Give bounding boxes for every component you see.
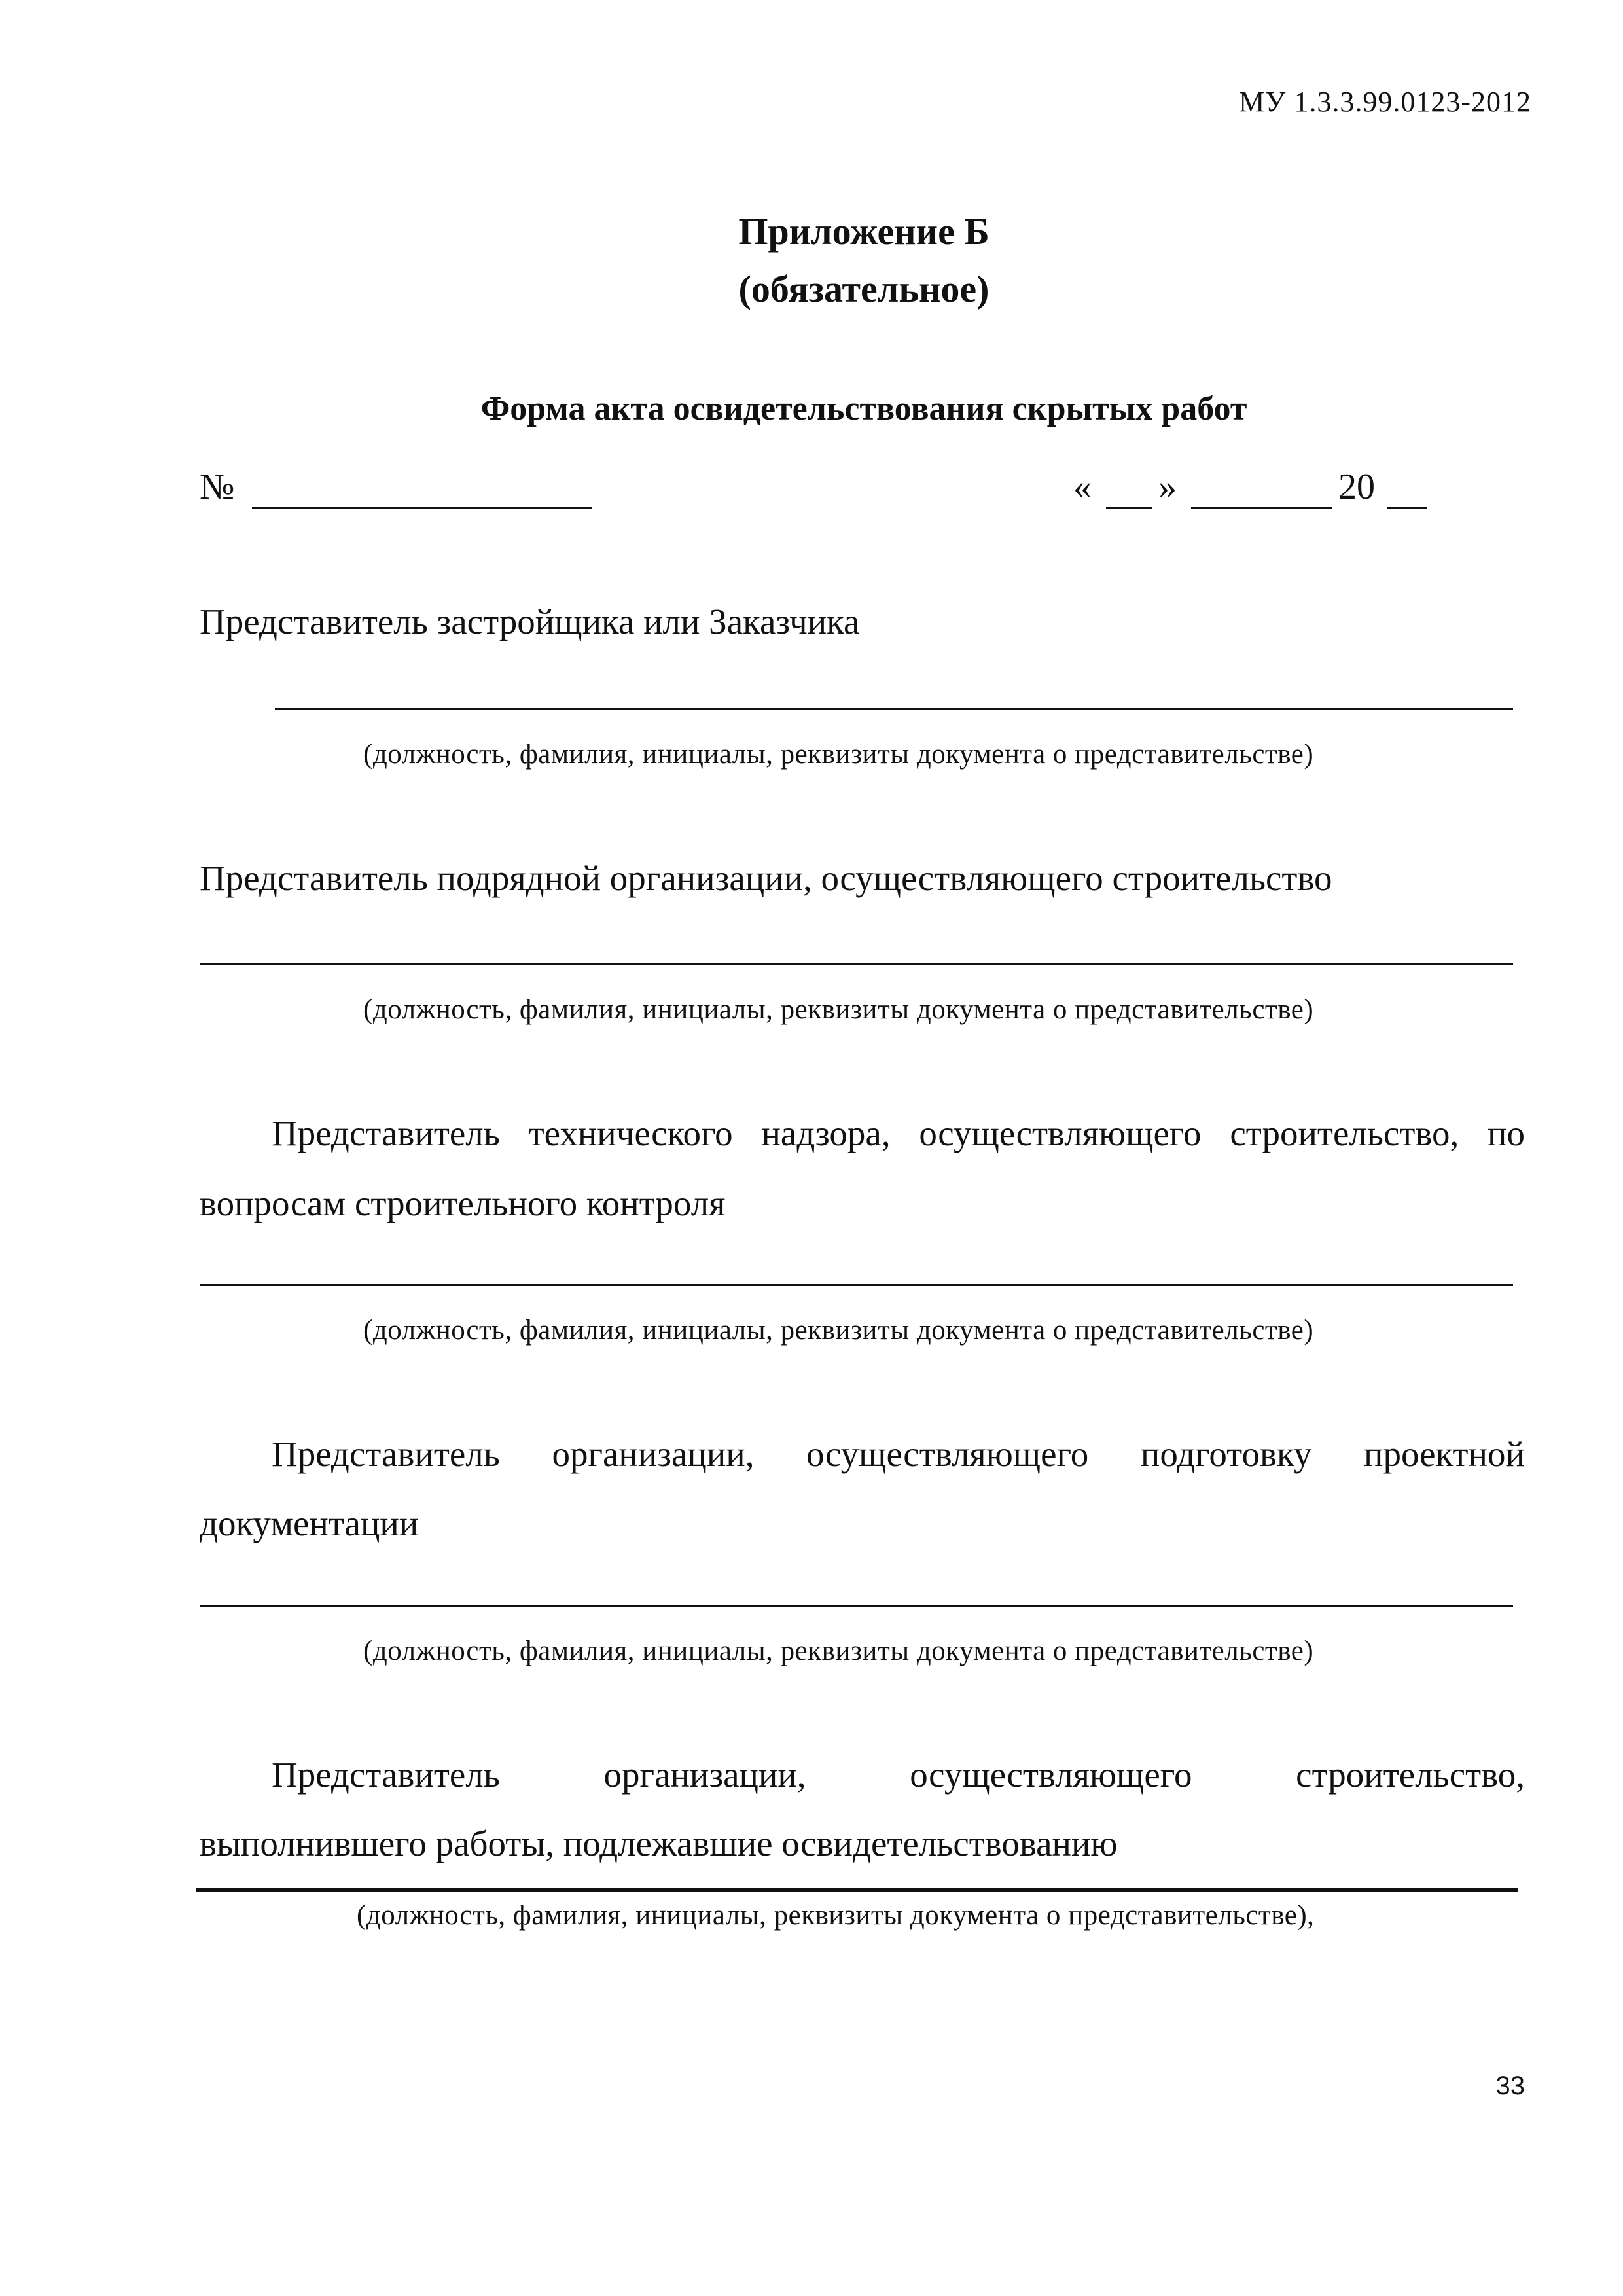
- section-2-caption: (должность, фамилия, инициалы, реквизиты документа о представительстве): [363, 994, 1314, 1025]
- section-3-word: Представитель: [272, 1113, 500, 1153]
- section-4-label-line1: [200, 1433, 1525, 1475]
- section-4-fill-line: [200, 1605, 1513, 1607]
- section-3-label-line1: [200, 1113, 1525, 1154]
- section-3-caption: (должность, фамилия, инициалы, реквизиты документа о представительстве): [363, 1315, 1314, 1346]
- day-fill-line: [1106, 507, 1152, 509]
- section-1-fill-line: [275, 708, 1513, 710]
- section-5-word: Представитель: [272, 1755, 500, 1795]
- section-2-label: Представитель подрядной организации, осуществляющего строительство: [200, 858, 1332, 898]
- page-number: 33: [1495, 2072, 1525, 2100]
- section-3-word: по: [1488, 1113, 1525, 1153]
- year-fill-line: [1387, 507, 1427, 509]
- section-2-fill-line: [200, 963, 1513, 965]
- section-1-label: Представитель застройщика или Заказчика: [200, 601, 860, 641]
- section-3-label-line2: вопросам строительного контроля: [200, 1183, 726, 1223]
- month-fill-line: [1191, 507, 1332, 509]
- section-3-fill-line: [200, 1284, 1513, 1286]
- document-code: МУ 1.3.3.99.0123-2012: [1239, 86, 1531, 118]
- section-3-word: технического: [528, 1113, 733, 1153]
- number-fill-line: [252, 507, 592, 509]
- section-4-word: организации,: [552, 1434, 755, 1474]
- section-4-word: Представитель: [272, 1434, 500, 1474]
- section-5-word: осуществляющего: [910, 1755, 1192, 1795]
- date-close-quote: »: [1158, 467, 1177, 507]
- section-5-word: строительство,: [1296, 1755, 1525, 1795]
- section-3-word: строительство,: [1230, 1113, 1459, 1153]
- appendix-subtitle: (обязательное): [738, 268, 990, 310]
- appendix-title: Приложение Б: [738, 210, 990, 253]
- section-5-label-line2: выполнившего работы, подлежавшие освидетельствованию: [200, 1823, 1118, 1863]
- section-3-word: надзора,: [761, 1113, 891, 1153]
- section-1-caption: (должность, фамилия, инициалы, реквизиты документа о представительстве): [363, 739, 1314, 770]
- section-5-label-line1: [200, 1754, 1525, 1795]
- number-sign: №: [200, 467, 235, 507]
- section-5-fill-line: [196, 1888, 1518, 1892]
- section-4-word: осуществляющего: [806, 1434, 1089, 1474]
- section-3-word: осуществляющего: [919, 1113, 1202, 1153]
- form-title: Форма акта освидетельствования скрытых работ: [480, 390, 1247, 427]
- date-open-quote: «: [1073, 467, 1092, 507]
- date-year-prefix: 20: [1338, 467, 1375, 507]
- section-5-caption: (должность, фамилия, инициалы, реквизиты документа о представительстве),: [357, 1900, 1315, 1931]
- section-4-label-line2: документации: [200, 1503, 419, 1543]
- section-5-word: организации,: [603, 1755, 806, 1795]
- section-4-caption: (должность, фамилия, инициалы, реквизиты документа о представительстве): [363, 1636, 1314, 1666]
- section-4-word: подготовку: [1140, 1434, 1312, 1474]
- section-4-word: проектной: [1364, 1434, 1525, 1474]
